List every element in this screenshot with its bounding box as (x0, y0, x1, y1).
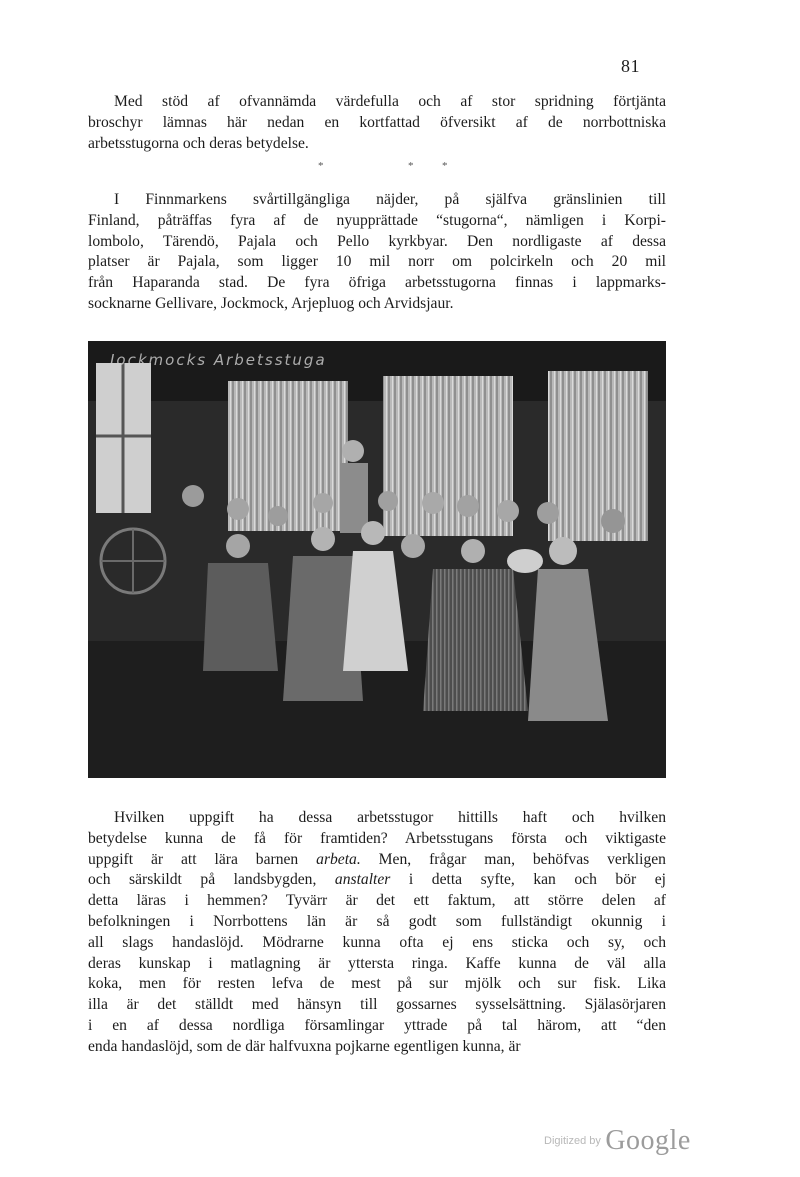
workhouse-photograph (88, 341, 666, 778)
main-paragraph (88, 808, 666, 1058)
curtain-center (383, 376, 513, 536)
text-line: enda handaslöjd, som de där halfvuxna pojkarne egentligen kunna, är (88, 1037, 521, 1055)
text-segment: och särskildt på landsbygden, (88, 871, 335, 889)
text-line: Hvilken uppgift ha dessa arbetsstugor hittills haft och hvilken (114, 809, 666, 826)
text-segment: uppgift är att lära barnen (88, 850, 317, 868)
basket (507, 549, 543, 573)
curtain-right (548, 371, 648, 541)
text-line (88, 870, 666, 891)
emphasis-anstalter: anstalter (334, 871, 391, 889)
text-line: arbetsstugorna och deras betydelse. (88, 134, 309, 152)
text-line: all slags handaslöjd. Mödrarne kunna ofta ej ens sticka och sy, och (88, 933, 666, 951)
watermark-prefix: Digitized by (544, 1135, 601, 1147)
text-line: deras kunskap i matlagning är yttersta ringa. Kaffe kunna de väl alla (88, 954, 666, 972)
text-line: broschyr lämnas här nedan en kortfattad öfversikt af de norrbottniska (88, 113, 666, 131)
google-logo: Google (605, 1125, 691, 1156)
text-line (88, 850, 666, 871)
page-number: 81 (621, 56, 640, 76)
intro-paragraph (88, 92, 666, 154)
text-line: koka, men för resten lefva de mest på sur mjölk och sur fisk. Lika (88, 975, 666, 993)
text-segment: Men, frågar man, behöfvas verkligen (360, 850, 666, 868)
text-line: platser är Pajala, som ligger 10 mil norr om polcirkeln och 20 mil (88, 253, 666, 271)
asterisk: * (442, 160, 448, 172)
text-line: socknarne Gellivare, Jockmock, Arjepluog och Arvidsjaur. (88, 294, 454, 312)
photo-caption: Jockmocks Arbetsstuga (110, 351, 327, 369)
asterisk: * (318, 160, 324, 172)
finnmark-paragraph (88, 190, 666, 315)
text-line: från Haparanda stad. De fyra öfriga arbetsstugorna finnas i lappmarks- (88, 274, 666, 292)
text-line: i en af dessa nordliga församlingar yttrade på tal härom, att “den (88, 1016, 666, 1034)
text-segment: i detta syfte, kan och bör ej (390, 871, 666, 889)
text-line: lombolo, Tärendö, Pajala och Pello kyrkbyar. Den nordligaste af dessa (88, 232, 666, 250)
google-watermark (544, 1125, 691, 1157)
text-line: illa är det ställdt med hänsyn till gossarnes sysselsättning. Själasörjaren (88, 996, 666, 1014)
text-line: Med stöd af ofvannämda värdefulla och af stor spridning förtjänta (114, 93, 666, 110)
emphasis-arbeta: arbeta. (316, 850, 361, 868)
text-line: detta läras i hemmen? Tyvärr är det ett faktum, att större delen af (88, 892, 666, 910)
asterisk: * (408, 160, 414, 172)
text-line: betydelse kunna de få för framtiden? Arbetsstugans första och viktigaste (88, 829, 666, 847)
text-line: befolkningen i Norrbottens län är så godt som fullständigt okunnig i (88, 912, 666, 930)
text-line: I Finnmarkens svårtillgängliga näjder, på själfva gränslinien till (114, 191, 666, 208)
photo-illustration (88, 341, 666, 778)
text-line: Finland, påträffas fyra af de nyupprättade “stugorna“, nämligen i Korpi- (88, 211, 666, 229)
